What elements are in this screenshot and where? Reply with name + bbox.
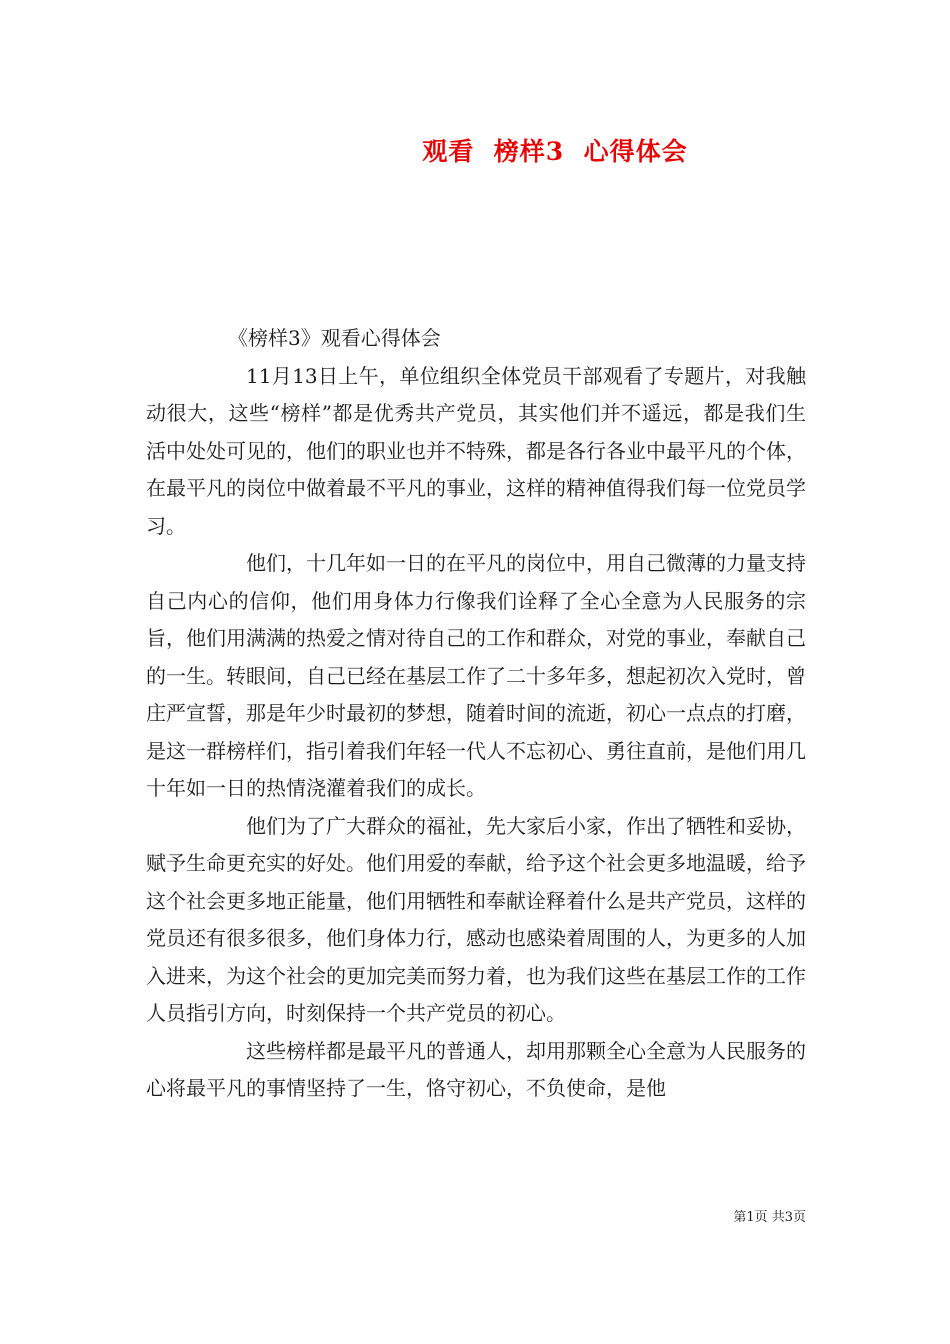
document-subtitle: 《榜样3》观看心得体会	[228, 326, 441, 350]
page-footer: 第1页 共3页	[733, 1210, 806, 1225]
document-title: 观看 榜样3 心得体会	[422, 137, 688, 166]
paragraph-2: 他们，十几年如一日的在平凡的岗位中，用自己微薄的力量支持自己内心的信仰，他们用身体力行像我们诠释了全心全意为人民服务的宗旨，他们用满满的热爱之情对待自己的工作和群众，对党的事业，奉献自己的一生。转眼间，自己已经在基层工作了二十多年多，想起初次入党时，曾庄严宣誓，那是年少时最初的梦想，随着时间的流逝，初心一点点的打磨，是这一群榜样们，指引着我们年轻一代人不忘初心、勇往直前，是他们用几十年如一日的热情浇灌着我们的成长。	[146, 551, 806, 800]
paragraph-3: 他们为了广大群众的福祉，先大家后小家，作出了牺牲和妥协，赋予生命更充实的好处。他们用爱的奉献，给予这个社会更多地温暖，给予这个社会更多地正能量，他们用牺牲和奉献诠释着什么是共产党员，这样的党员还有很多很多，他们身体力行，感动也感染着周围的人，为更多的人加入进来，为这个社会的更加完美而努力着，也为我们这些在基层工作的工作人员指引方向，时刻保持一个共产党员的初心。	[146, 813, 806, 1025]
paragraph-4: 这些榜样都是最平凡的普通人，却用那颗全心全意为人民服务的心将最平凡的事情坚持了一生，恪守初心，不负使命，是他	[146, 1038, 806, 1100]
paragraph-1: 11月13日上午，单位组织全体党员干部观看了专题片，对我触动很大，这些“榜样”都是优秀共产党员，其实他们并不遥远，都是我们生活中处处可见的，他们的职业也并不特殊，都是各行各业中最平凡的个体，在最平凡的岗位中做着最不平凡的事业，这样的精神值得我们每一位党员学习。	[146, 363, 806, 538]
document-body	[146, 320, 806, 1108]
